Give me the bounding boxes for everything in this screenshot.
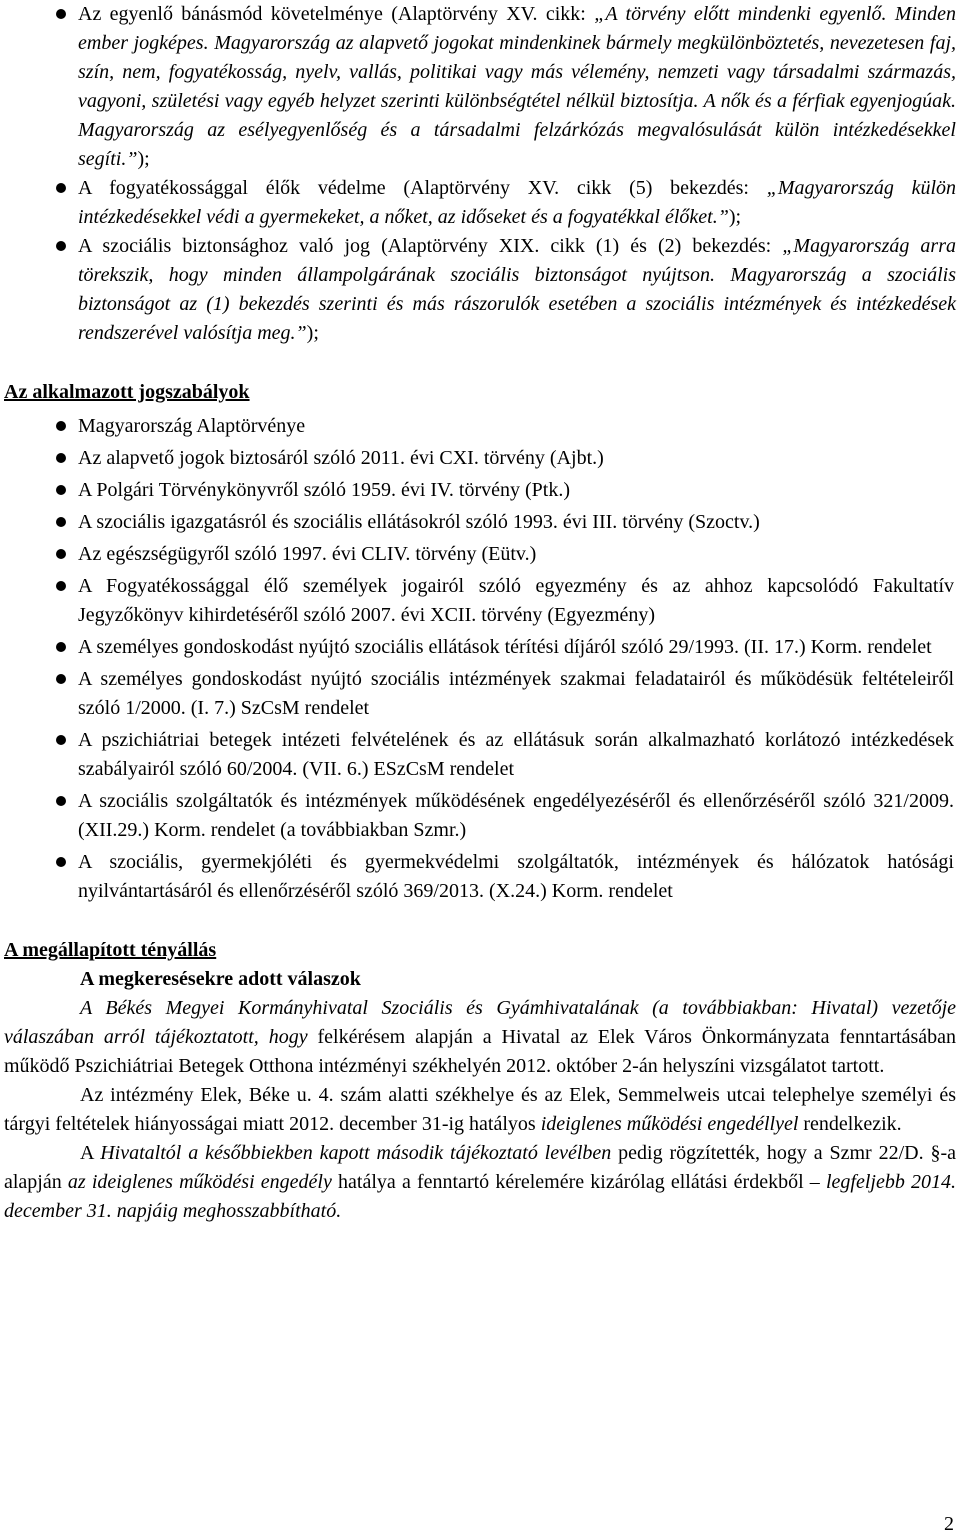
subheading-responses: A megkeresésekre adott válaszok bbox=[80, 968, 361, 990]
paragraph-italic: Hivataltól a későbbiekben kapott második tájékoztató levélben bbox=[100, 1142, 612, 1164]
paragraph-text: A bbox=[80, 1142, 101, 1164]
list-item bbox=[4, 232, 956, 348]
paragraph-italic: az ideiglenes működési engedély bbox=[67, 1171, 332, 1193]
list-item: A szociális szolgáltatók és intézmények működésének engedélyezéséről és ellenőrzéséről szóló 321/2009. (XII.29.) Korm. rendelet (a továbbiakban Szmr.) bbox=[4, 787, 956, 845]
list-item-quote: „A törvény előtt mindenki egyenlő. Minden ember jogképes. Magyarország az alapvető jogokat mindenkinek bármely megkülönböztetés, nevezetesen faj, szín, nem, fogyatékosság, nyelv, vallás, politikai vagy más vélemény, nemzeti vagy társadalmi származás, vagyoni, születési vagy egyéb helyzet szerinti különbségtétel nélkül biztosítja. A nők és a férfiak egyenjogúak. Magyarország az esélyegyenlőség és a társadalmi felzárkózás megvalósulását külön intézkedésekkel segíti.” bbox=[78, 3, 956, 170]
paragraph-text: rendelkezik. bbox=[798, 1113, 902, 1135]
paragraph bbox=[4, 1081, 956, 1139]
list-item-lead: A fogyatékossággal élők védelme (Alaptörvény XV. cikk (5) bekezdés: bbox=[78, 177, 767, 199]
list-item: Az alapvető jogok biztosáról szóló 2011. évi CXI. törvény (Ajbt.) bbox=[4, 444, 956, 473]
list-item bbox=[4, 174, 956, 232]
section-heading-facts: A megállapított tényállás bbox=[4, 939, 217, 961]
paragraph-italic: A Békés Megyei Kormányhivatal Szociális és Gyámhivatalának (a továbbiakban: Hivatal) vezetője válaszában arról tájékoztatott, hogy bbox=[4, 997, 956, 1048]
rights-list bbox=[4, 0, 956, 348]
list-item-lead: Az egyenlő bánásmód követelménye (Alaptörvény XV. cikk: bbox=[78, 3, 595, 25]
list-item-lead: A szociális biztonsághoz való jog (Alaptörvény XIX. cikk (1) és (2) bekezdés: bbox=[78, 235, 783, 257]
paragraph-text: pedig rögzítették, hogy a Szmr 22/D. §-a alapján bbox=[4, 1142, 956, 1193]
list-item: A szociális igazgatásról és szociális ellátásokról szóló 1993. évi III. törvény (Szoctv.) bbox=[4, 508, 956, 537]
list-item-quote: „Magyarország arra törekszik, hogy minden állampolgárának szociális biztonságot nyújtson. Magyarország a szociális biztonságot az (1) bekezdés szerinti és más rászorulók esetében a szociális intézmények és intézkedések rendszerével valósítja meg.” bbox=[78, 235, 956, 344]
list-item-quote: „Magyarország külön intézkedésekkel védi a gyermekeket, a nőket, az időseket és a fogyatékkal élőket.” bbox=[78, 177, 957, 228]
list-item: Az egészségügyről szóló 1997. évi CLIV. törvény (Eütv.) bbox=[4, 540, 956, 569]
paragraph-italic: ideiglenes működési engedéllyel bbox=[540, 1113, 799, 1135]
paragraph bbox=[4, 994, 956, 1081]
list-item-tail: ); bbox=[137, 148, 150, 170]
list-item: A személyes gondoskodást nyújtó szociális ellátások térítési díjáról szóló 29/1993. (II. 17.) Korm. rendelet bbox=[4, 633, 956, 662]
laws-list bbox=[4, 412, 956, 906]
list-item: A személyes gondoskodást nyújtó szociális intézmények szakmai feladatairól és működésük feltételeiről szóló 1/2000. (I. 7.) SzCsM rendelet bbox=[4, 665, 956, 723]
page-number: 2 bbox=[944, 1513, 954, 1535]
list-item: A szociális, gyermekjóléti és gyermekvédelmi szolgáltatók, intézmények és hálózatok hatósági nyilvántartásáról és ellenőrzéséről szóló 369/2013. (X.24.) Korm. rendelet bbox=[4, 848, 956, 906]
paragraph-text: Az intézmény Elek, Béke u. 4. szám alatti székhelye és az Elek, Semmelweis utcai telephelye személyi és tárgyi feltételek hiányosságai miatt 2012. december 31-ig hatályos bbox=[4, 1084, 956, 1135]
paragraph-italic: legfeljebb 2014. december 31. napjáig meghosszabbítható. bbox=[4, 1171, 957, 1222]
list-item: A Fogyatékossággal élő személyek jogairól szóló egyezmény és az ahhoz kapcsolódó Fakultatív Jegyzőkönyv kihirdetéséről szóló 2007. évi XCII. törvény (Egyezmény) bbox=[4, 572, 956, 630]
list-item-tail: ); bbox=[306, 322, 319, 344]
paragraph-text: hatálya a fenntartó kérelemére kizárólag ellátási érdekből – bbox=[331, 1171, 826, 1193]
list-item: A Polgári Törvénykönyvről szóló 1959. évi IV. törvény (Ptk.) bbox=[4, 476, 956, 505]
document-page bbox=[4, 0, 956, 1226]
list-item: Magyarország Alaptörvénye bbox=[4, 412, 956, 441]
list-item: A pszichiátriai betegek intézeti felvételének és az ellátásuk során alkalmazható korlátozó intézkedések szabályairól szóló 60/2004. (VII. 6.) ESzCsM rendelet bbox=[4, 726, 956, 784]
section-heading-laws: Az alkalmazott jogszabályok bbox=[4, 381, 250, 403]
list-item bbox=[4, 0, 956, 174]
list-item-tail: ); bbox=[728, 206, 742, 228]
paragraph-text: felkérésem alapján a Hivatal az Elek Város Önkormányzata fenntartásában működő Pszichiátriai Betegek Otthona intézményi székhelyén 2012. október 2-án helyszíni vizsgálatot tartott. bbox=[4, 1026, 956, 1077]
paragraph bbox=[4, 1139, 956, 1226]
